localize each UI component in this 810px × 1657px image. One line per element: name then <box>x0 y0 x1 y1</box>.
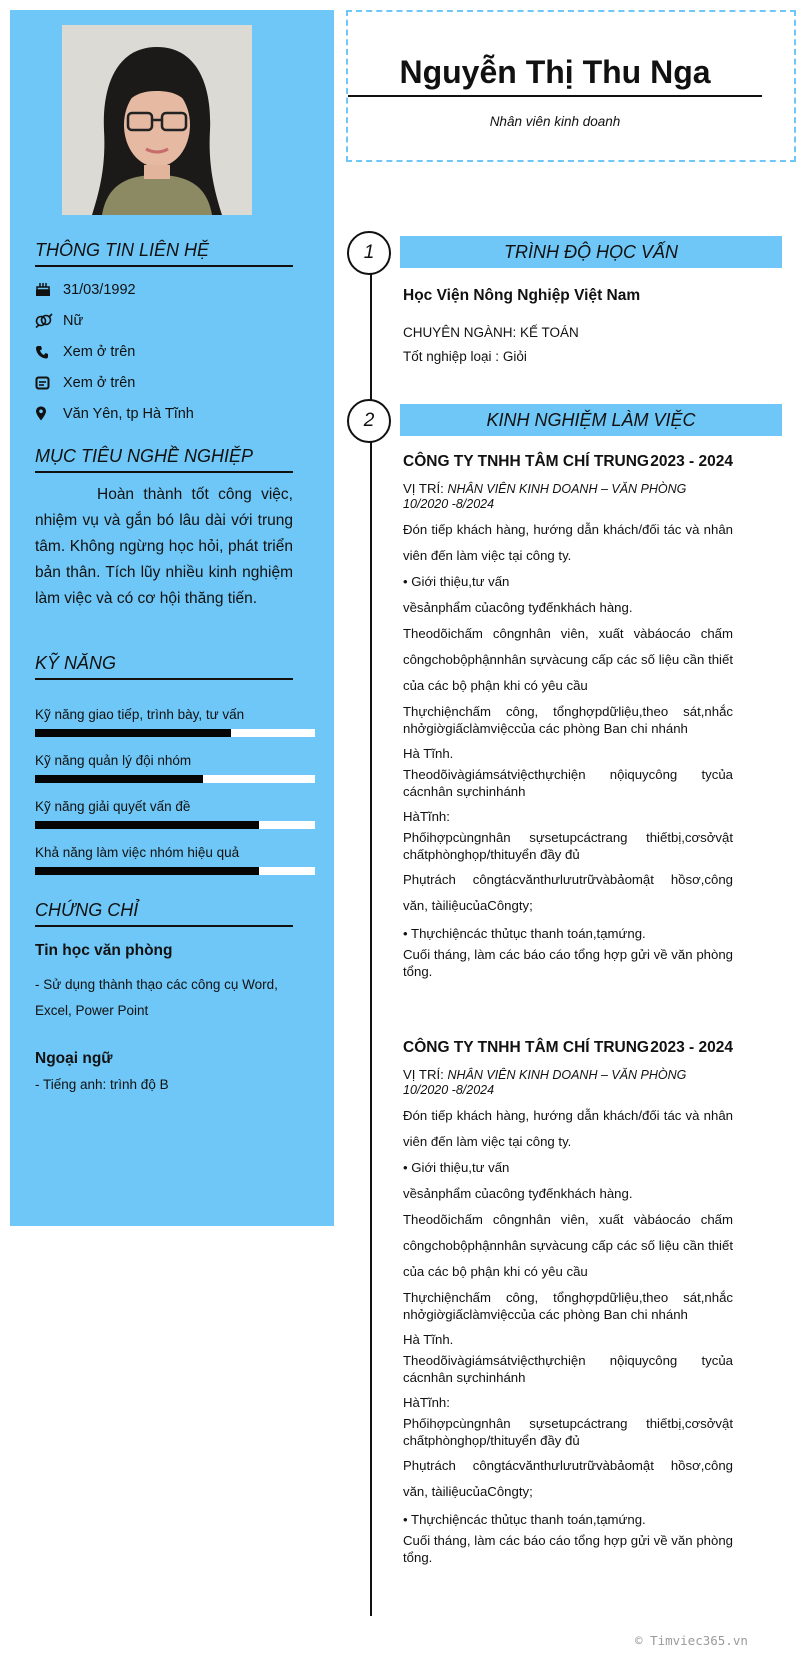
job-period: 2023 - 2024 <box>650 1039 733 1056</box>
education-number: 1 <box>347 231 391 275</box>
contact-email <box>35 367 295 398</box>
position-text: NHÂN VIÊN KINH DOANH – VĂN PHÒNG 10/2020 -8/2024 <box>403 1068 687 1097</box>
certificate-item <box>35 1046 293 1098</box>
skill-label: Kỹ năng quản lý đội nhóm <box>35 753 192 768</box>
duty-line: • Giới thiệu,tư vấn <box>403 574 510 589</box>
skill-label: Kỹ năng giao tiếp, trình bày, tư vấn <box>35 707 245 722</box>
sidebar <box>10 10 334 1226</box>
full-name: Nguyễn Thị Thu Nga <box>348 54 762 97</box>
position-text: NHÂN VIÊN KINH DOANH – VĂN PHÒNG 10/2020 -8/2024 <box>403 482 687 511</box>
education-heading: TRÌNH ĐỘ HỌC VẤN <box>400 236 782 268</box>
duty-line: Theodõichấm côngnhân viên, xuất vàbáocáo chấm côngchobộphậnnhân sựvàcung cấp các số liệu cần thiết của các bộ phận khi có yêu cầu <box>403 626 733 693</box>
company-name: CÔNG TY TNHH TÂM CHÍ TRUNG <box>403 453 649 470</box>
duty-line: Thựchiệnchấm công, tổnghợpdữliệu,theo sát,nhắc nhởgiờgiấclàmviệccủa các phòng Ban chi nhánh <box>403 1290 733 1322</box>
job-header <box>403 453 733 471</box>
education-major: CHUYÊN NGÀNH: KẾ TOÁN <box>403 325 579 340</box>
duty-line: Cuối tháng, làm các báo cáo tổng hợp gửi về văn phòng tổng. <box>403 947 733 979</box>
skill-bar <box>35 775 315 783</box>
email-icon <box>35 376 63 390</box>
contact-phone <box>35 336 295 367</box>
cake-icon <box>35 282 63 297</box>
address-text: Văn Yên, tp Hà Tĩnh <box>63 405 194 422</box>
position-label: VỊ TRÍ: <box>403 481 444 496</box>
job-period: 2023 - 2024 <box>650 453 733 470</box>
education-block <box>403 287 733 364</box>
skills-heading: KỸ NĂNG <box>35 653 293 680</box>
skill-bar-fill <box>35 775 203 783</box>
skill-label: Kỹ năng giải quyết vấn đề <box>35 799 191 814</box>
goal-heading: MỤC TIÊU NGHỀ NGHIỆP <box>35 446 293 473</box>
avatar <box>62 25 252 215</box>
job-duties <box>403 517 733 980</box>
certificate-detail: - Sử dụng thành thạo các công cụ Word, Excel, Power Point <box>35 977 278 1018</box>
duty-line: Thựchiệnchấm công, tổnghợpdữliệu,theo sát,nhắc nhởgiờgiấclàmviệccủa các phòng Ban chi nhánh <box>403 704 733 736</box>
job-position <box>403 1067 733 1097</box>
certificate-item <box>35 938 293 1024</box>
duty-line: • Thựchiệncác thủtục thanh toán,tạmứng. <box>403 926 646 941</box>
phone-text: Xem ở trên <box>63 343 136 360</box>
duty-line: vềsảnphẩm củacông tyđếnkhách hàng. <box>403 1186 633 1201</box>
duty-line: Theodõivàgiámsátviệcthựchiện nộiquycông tycủa cácnhân sựchinhánh <box>403 767 733 799</box>
skill-bar <box>35 867 315 875</box>
duty-line: Phốihợpcùngnhân sựsetupcáctrang thiếtbị,cơsởvật chấtphònghọp/thituyển đầy đủ <box>403 830 733 862</box>
duty-line: Theodõivàgiámsátviệcthựchiện nộiquycông tycủa cácnhân sựchinhánh <box>403 1353 733 1385</box>
skill-item <box>35 799 315 845</box>
duty-line: Phốihợpcùngnhân sựsetupcáctrang thiếtbị,cơsởvật chấtphònghọp/thituyển đầy đủ <box>403 1416 733 1448</box>
contact-address <box>35 398 295 429</box>
duty-line: Hà Tĩnh. <box>403 746 454 761</box>
job-title: Nhân viên kinh doanh <box>489 114 621 129</box>
duty-line: Theodõichấm côngnhân viên, xuất vàbáocáo chấm côngchobộphậnnhân sựvàcung cấp các số liệu cần thiết của các bộ phận khi có yêu cầu <box>403 1212 733 1279</box>
skill-bar-fill <box>35 729 231 737</box>
duty-line: Hà Tĩnh. <box>403 1332 454 1347</box>
duty-line: Cuối tháng, làm các báo cáo tổng hợp gửi về văn phòng tổng. <box>403 1533 733 1565</box>
company-name: CÔNG TY TNHH TÂM CHÍ TRUNG <box>403 1039 649 1056</box>
duty-line: Phụtrách côngtácvănthưlưutrữvàbảomật hồsơ,công văn, tàiliệucủaCôngty; <box>403 1458 733 1499</box>
job-header <box>403 1039 733 1057</box>
contact-gender <box>35 305 295 336</box>
skill-item <box>35 707 315 753</box>
location-pin-icon <box>35 406 63 421</box>
duty-line: • Thựchiệncác thủtục thanh toán,tạmứng. <box>403 1512 646 1527</box>
skill-bar-fill <box>35 821 259 829</box>
goal-text: Hoàn thành tốt công việc, nhiệm vụ và gắn bó lâu dài với trung tâm. Không ngừng học hỏi, phát triển bản thân. Tích lũy nhiều kinh nghiệm làm việc và có cơ hội thăng tiến. <box>35 486 293 607</box>
experience-number: 2 <box>347 399 391 443</box>
job-position <box>403 481 733 511</box>
duty-line: Phụtrách côngtácvănthưlưutrữvàbảomật hồsơ,công văn, tàiliệucủaCôngty; <box>403 872 733 913</box>
duty-line: vềsảnphẩm củacông tyđếnkhách hàng. <box>403 600 633 615</box>
contact-list <box>35 274 295 429</box>
education-grade: Tốt nghiệp loại : Giỏi <box>403 349 527 364</box>
certificate-detail: - Tiếng anh: trình độ B <box>35 1077 169 1092</box>
skill-bar <box>35 821 315 829</box>
skill-item <box>35 753 315 799</box>
gender-icon <box>35 313 63 328</box>
birthday-text: 31/03/1992 <box>63 281 136 298</box>
duty-line: HàTĩnh: <box>403 809 450 824</box>
position-label: VỊ TRÍ: <box>403 1067 444 1082</box>
school-name: Học Viện Nông Nghiệp Việt Nam <box>403 287 641 304</box>
job-duties <box>403 1103 733 1566</box>
skill-bar <box>35 729 315 737</box>
timeline-line <box>370 266 372 1616</box>
contact-heading: THÔNG TIN LIÊN HỆ <box>35 240 293 267</box>
skill-bar-fill <box>35 867 259 875</box>
certificate-title: Tin học văn phòng <box>35 942 173 959</box>
duty-line: HàTĩnh: <box>403 1395 450 1410</box>
experience-heading: KINH NGHIỆM LÀM VIỆC <box>400 404 782 436</box>
skills-list <box>35 707 315 891</box>
watermark: © Timviec365.vn <box>635 1633 748 1648</box>
skill-item <box>35 845 315 891</box>
certificates-heading: CHỨNG CHỈ <box>35 900 293 927</box>
certificate-title: Ngoại ngữ <box>35 1050 113 1067</box>
contact-birthday <box>35 274 295 305</box>
duty-line: Đón tiếp khách hàng, hướng dẫn khách/đối tác và nhân viên đến làm việc tại công ty. <box>403 1108 733 1149</box>
duty-line: • Giới thiệu,tư vấn <box>403 1160 510 1175</box>
email-text: Xem ở trên <box>63 374 136 391</box>
skill-label: Khả năng làm việc nhóm hiệu quả <box>35 845 240 860</box>
job-entry <box>403 1039 733 1570</box>
name-box <box>346 10 796 162</box>
job-entry <box>403 453 733 984</box>
gender-text: Nữ <box>63 312 84 329</box>
duty-line: Đón tiếp khách hàng, hướng dẫn khách/đối tác và nhân viên đến làm việc tại công ty. <box>403 522 733 563</box>
phone-icon <box>35 345 63 359</box>
